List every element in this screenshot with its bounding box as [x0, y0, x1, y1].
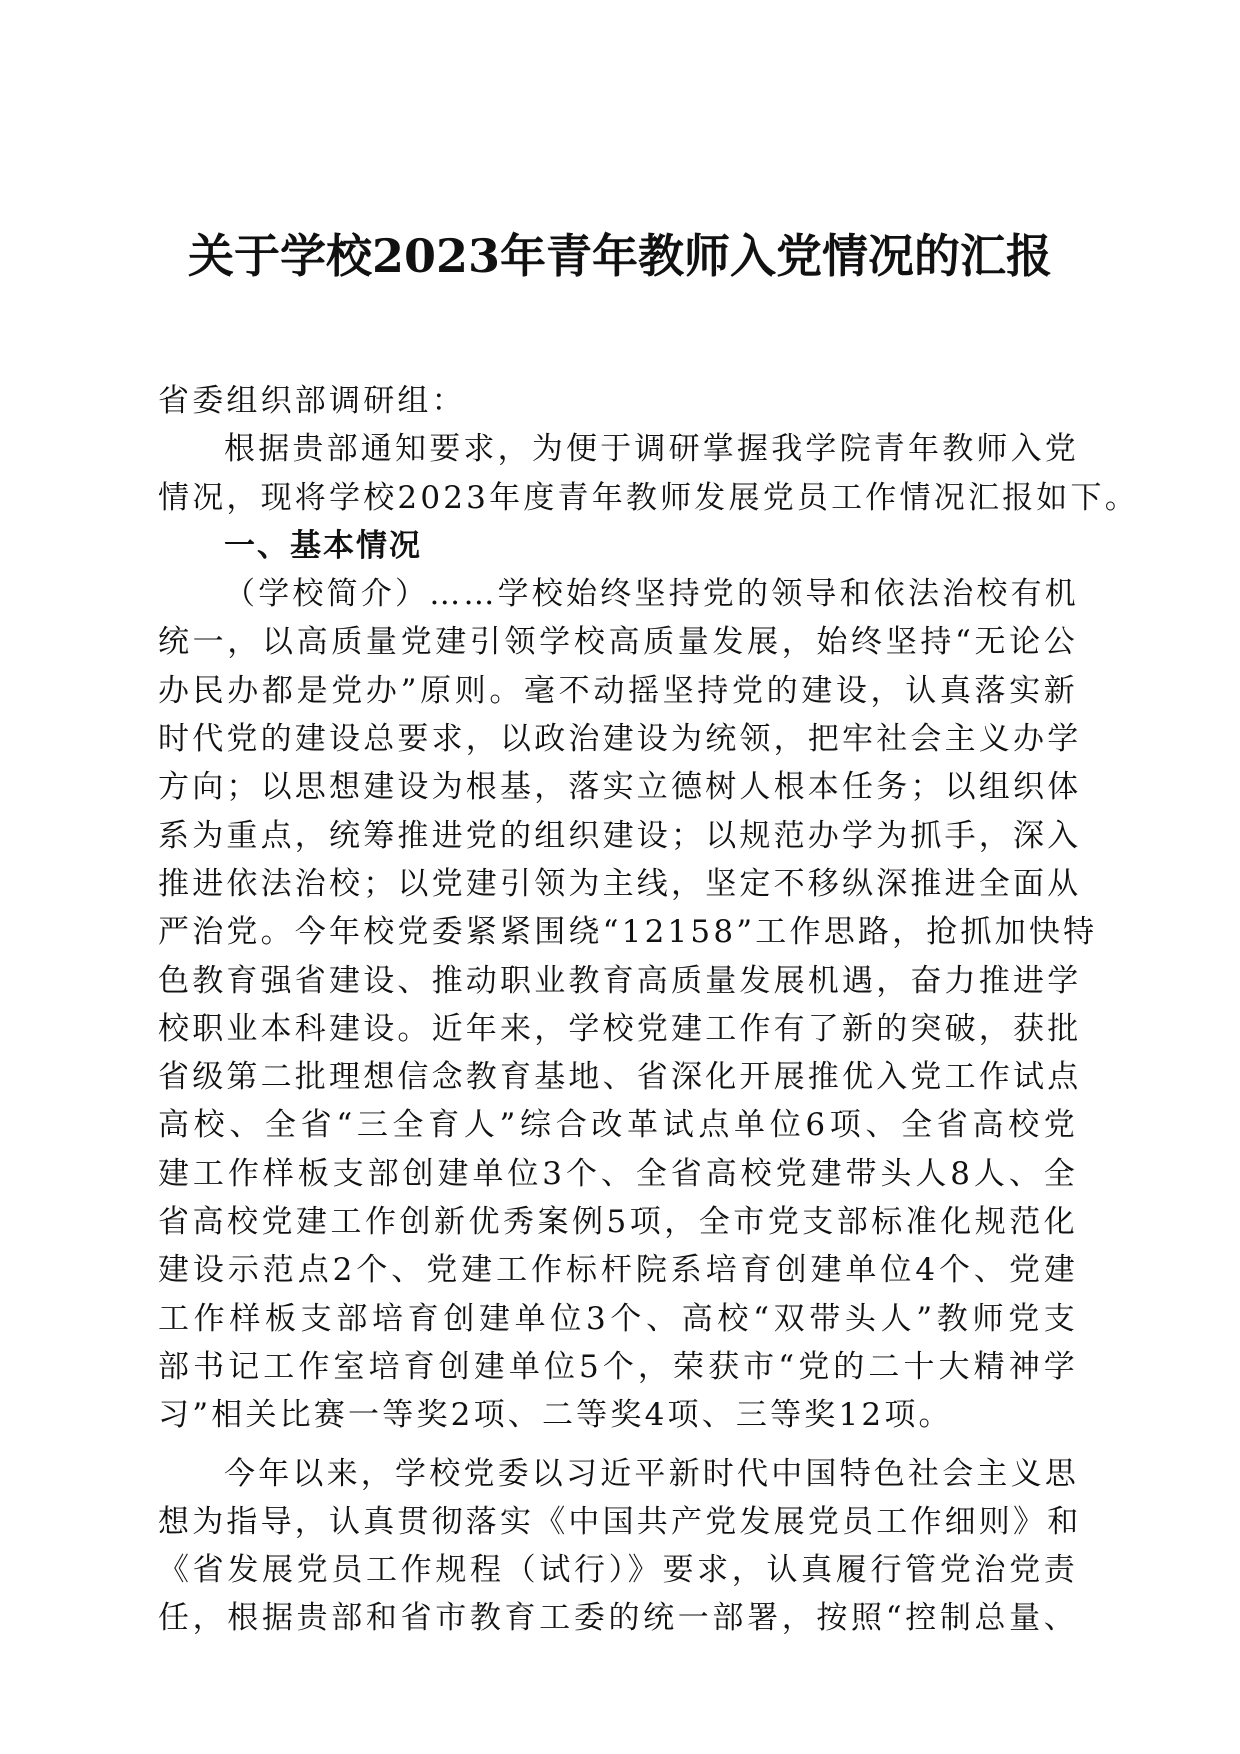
paragraph-line: 方向；以思想建设为根基，落实立德树人根本任务；以组织体 — [158, 769, 1082, 806]
paragraph-line: 《省发展党员工作规程（试行）》要求，认真履行管党治党责 — [158, 1552, 1078, 1589]
paragraph-line: 系为重点，统筹推进党的组织建设；以规范办学为抓手，深入 — [158, 817, 1082, 854]
paragraph-line: 推进依法治校；以党建引领为主线，坚定不移纵深推进全面从 — [158, 865, 1082, 902]
paragraph-line: 今年以来，学校党委以习近平新时代中国特色社会主义思 — [224, 1455, 1079, 1492]
document-body — [158, 377, 1139, 1643]
paragraph-line: 色教育强省建设、推动职业教育高质量发展机遇，奋力推进学 — [158, 962, 1082, 999]
paragraph-line: 任，根据贵部和省市教育工委的统一部署，按照“控制总量、 — [158, 1600, 1078, 1637]
paragraph-line: （学校简介）……学校始终坚持党的领导和依法治校有机 — [224, 576, 1079, 613]
paragraph-line: 建设示范点2个、党建工作标杆院系培育创建单位4个、党建 — [158, 1252, 1078, 1289]
intro-line: 情况，现将学校2023年度青年教师发展党员工作情况汇报如下。 — [158, 479, 1139, 516]
section-heading: 一、基本情况 — [224, 527, 422, 564]
paragraph-line: 工作样板支部培育创建单位3个、高校“双带头人”教师党支 — [158, 1300, 1078, 1337]
paragraph-line: 省高校党建工作创新优秀案例5项，全市党支部标准化规范化 — [158, 1204, 1078, 1241]
paragraph-line: 时代党的建设总要求，以政治建设为统领，把牢社会主义办学 — [158, 721, 1082, 758]
paragraph-spacer — [158, 1440, 1078, 1450]
paragraph-line: 严治党。今年校党委紧紧围绕“12158”工作思路，抢抓加快特 — [158, 914, 1098, 951]
salutation: 省委组织部调研组： — [158, 383, 466, 419]
paragraph-line: 校职业本科建设。近年来，学校党建工作有了新的突破，获批 — [158, 1010, 1082, 1047]
document-title: 关于学校2023年青年教师入党情况的汇报 — [187, 229, 1053, 283]
paragraph-line: 高校、全省“三全育人”综合改革试点单位6项、全省高校党 — [158, 1107, 1078, 1144]
paragraph-line: 想为指导，认真贯彻落实《中国共产党发展党员工作细则》和 — [158, 1503, 1082, 1540]
paragraph-line: 统一，以高质量党建引领学校高质量发展，始终坚持“无论公 — [158, 624, 1078, 661]
paragraph-line: 建工作样板支部创建单位3个、全省高校党建带头人8人、全 — [158, 1155, 1078, 1192]
paragraph-line: 办民办都是党办”原则。毫不动摇坚持党的建设，认真落实新 — [158, 672, 1078, 709]
paragraph-line: 部书记工作室培育创建单位5个，荣获市“党的二十大精神学 — [158, 1348, 1078, 1385]
paragraph-line: 习”相关比赛一等奖2项、二等奖4项、三等奖12项。 — [158, 1397, 953, 1434]
intro-line: 根据贵部通知要求，为便于调研掌握我学院青年教师入党 — [224, 431, 1079, 468]
paragraph-line: 省级第二批理想信念教育基地、省深化开展推优入党工作试点 — [158, 1059, 1082, 1096]
